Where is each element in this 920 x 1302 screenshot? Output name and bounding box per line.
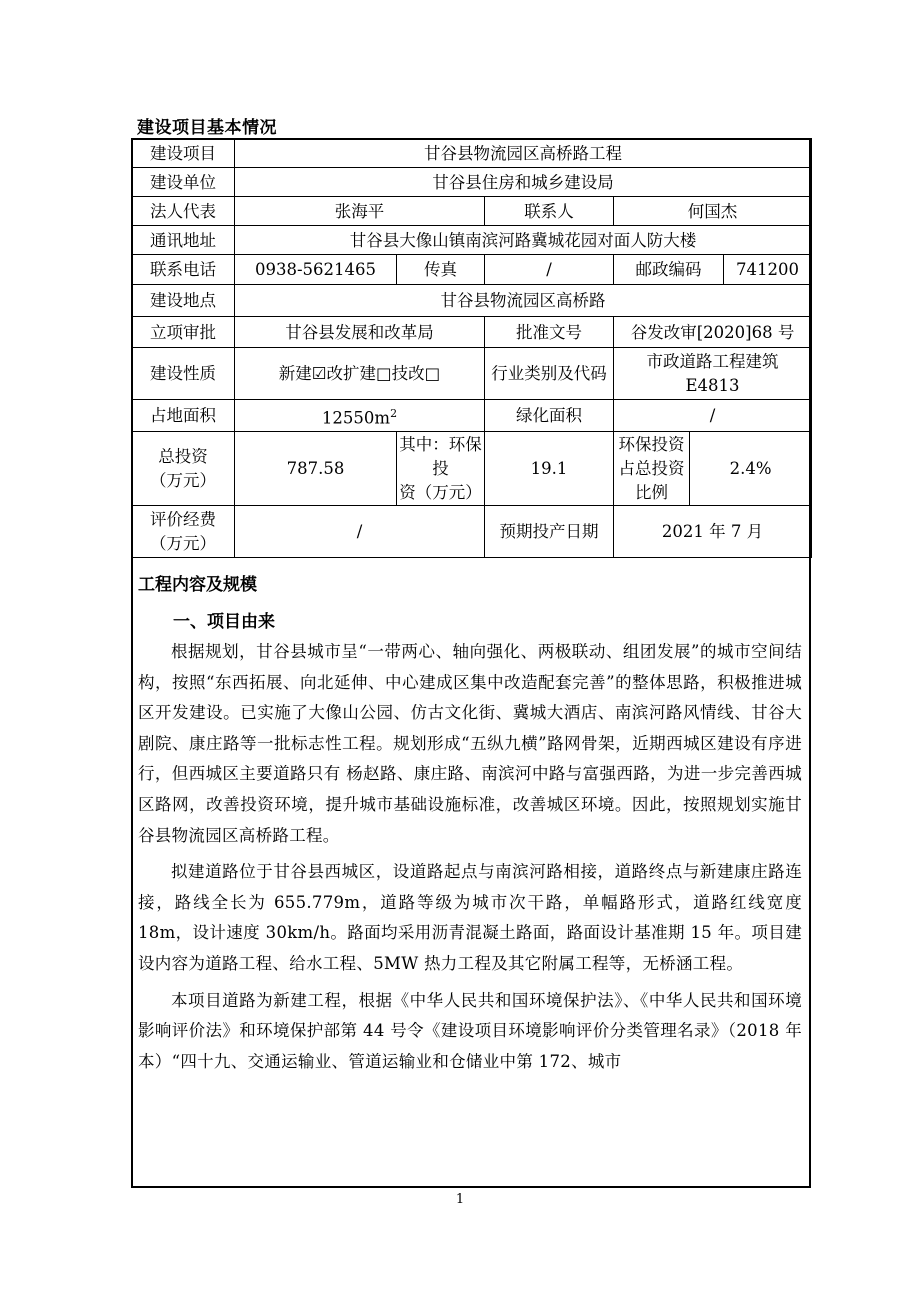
fee-label: [132, 506, 235, 558]
env-invest-label-line2: 资（万元）: [399, 482, 482, 502]
page-number: 1: [455, 1192, 465, 1207]
industry-label: 行业类别及代码: [485, 348, 614, 400]
invest-label-line1: 总投资: [158, 446, 208, 466]
env-invest-label: [397, 432, 485, 506]
approval-no-value: 谷发改审[2020]68 号: [614, 317, 812, 348]
area-unit-superscript: 2: [390, 406, 398, 420]
table-row: [132, 226, 812, 255]
industry-value-line1: 市政道路工程建筑: [646, 351, 779, 371]
ratio-label: [614, 432, 690, 506]
table-row: [132, 506, 812, 558]
legal-rep-label: 法人代表: [132, 197, 235, 226]
invest-label: [132, 432, 235, 506]
page-title: 建设项目基本情况: [137, 118, 277, 138]
phone-label: 联系电话: [132, 255, 235, 285]
project-name-value: 甘谷县物流园区高桥路工程: [235, 139, 812, 168]
ratio-label-line1: 环保投资: [618, 434, 685, 454]
table-row: [132, 432, 812, 506]
approval-value: 甘谷县发展和改革局: [235, 317, 485, 348]
fee-label-line1: 评价经费: [150, 509, 216, 529]
body-text: [138, 637, 802, 1083]
table-row: [132, 139, 812, 168]
approval-label: 立项审批: [132, 317, 235, 348]
unit-value: 甘谷县住房和城乡建设局: [235, 168, 812, 197]
area-label: 占地面积: [132, 400, 235, 432]
table-row: [132, 400, 812, 432]
paragraph-3: 本项目道路为新建工程，根据《中华人民共和国环境保护法》、《中华人民共和国环境影响评价法》和环境保护部第 44 号令《建设项目环境影响评价分类管理名录》（2018 年本）“四十九、交通运输业、管道运输业和仓储业中第 172、城市: [138, 990, 802, 1071]
env-invest-value: 19.1: [485, 432, 614, 506]
paragraph-2: 拟建道路位于甘谷县西城区，设道路起点与南滨河路相接，道路终点与新建康庄路连接，路线全长为 655.779m，道路等级为城市次干路，单幅路形式，道路红线宽度 18m，设计速度 30km/h。路面均采用沥青混凝土路面，路面设计基准期 15 年。项目建设内容为道路工程、给水工程、5MW 热力工程及其它附属工程等，无桥涵工程。: [138, 862, 802, 973]
nature-label: 建设性质: [132, 348, 235, 400]
table-row: [132, 348, 812, 400]
location-label: 建设地点: [132, 285, 235, 317]
industry-value: [614, 348, 812, 400]
contact-label: 联系人: [485, 197, 614, 226]
unit-label: 建设单位: [132, 168, 235, 197]
green-value: /: [614, 400, 812, 432]
sub-heading: 一、项目由来: [173, 612, 275, 632]
address-label: 通讯地址: [132, 226, 235, 255]
section-title: 工程内容及规模: [138, 575, 257, 595]
industry-value-line2: E4813: [685, 375, 740, 395]
approval-no-label: 批准文号: [485, 317, 614, 348]
fee-value: /: [235, 506, 485, 558]
table-row: [132, 285, 812, 317]
date-value: 2021 年 7 月: [614, 506, 812, 558]
project-name-label: 建设项目: [132, 139, 235, 168]
table-row: [132, 197, 812, 226]
table-row: [132, 255, 812, 285]
contact-value: 何国杰: [614, 197, 812, 226]
phone-value: 0938-5621465: [235, 255, 397, 285]
location-value: 甘谷县物流园区高桥路: [235, 285, 812, 317]
date-label: 预期投产日期: [485, 506, 614, 558]
area-number: 12550m: [321, 408, 391, 428]
address-value: 甘谷县大像山镇南滨河路冀城花园对面人防大楼: [235, 226, 812, 255]
invest-value: 787.58: [235, 432, 397, 506]
fee-label-line2: （万元）: [150, 533, 216, 553]
postcode-label: 邮政编码: [614, 255, 724, 285]
invest-label-line2: （万元）: [150, 470, 216, 490]
nature-value: 新建☑改扩建□技改□: [235, 348, 485, 400]
postcode-value: 741200: [724, 255, 812, 285]
ratio-label-line3: 比例: [635, 482, 668, 502]
project-info-table: [131, 138, 812, 558]
legal-rep-value: 张海平: [235, 197, 485, 226]
ratio-label-line2: 占总投资: [618, 458, 685, 478]
table-row: [132, 168, 812, 197]
env-invest-label-line1: 其中：环保投: [399, 434, 482, 478]
area-value: [235, 400, 485, 432]
green-label: 绿化面积: [485, 400, 614, 432]
fax-value: /: [485, 255, 614, 285]
fax-label: 传真: [397, 255, 485, 285]
ratio-value: 2.4%: [690, 432, 812, 506]
paragraph-1: 根据规划，甘谷县城市呈“一带两心、轴向强化、两极联动、组团发展”的城市空间结构，按照“东西拓展、向北延伸、中心建成区集中改造配套完善”的整体思路，积极推进城区开发建设。已实施了大像山公园、仿古文化街、冀城大酒店、南滨河路风情线、甘谷大剧院、康庄路等一批标志性工程。规划形成“五纵九横”路网骨架，近期西城区建设有序进行，但西城区主要道路只有 杨赵路、康庄路、南滨河中路与富强西路，为进一步完善西城区路网，改善投资环境，提升城市基础设施标准，改善城区环境。因此，按照规划实施甘谷县物流园区高桥路工程。: [138, 642, 802, 845]
table-row: [132, 317, 812, 348]
